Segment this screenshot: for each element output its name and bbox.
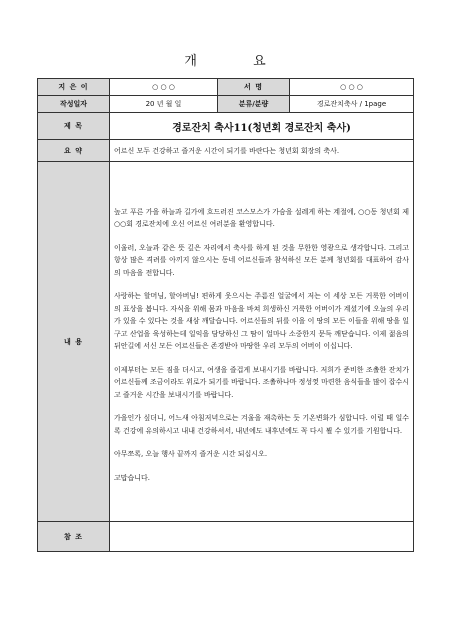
content-label: 내 용 [38, 162, 110, 522]
category-label: 분류/분량 [218, 96, 290, 113]
signature-label: 서 명 [218, 79, 290, 96]
subject-value: 경로잔치 축사11(청년회 경로잔치 축사) [110, 113, 414, 140]
content-paragraph: 고맙습니다. [114, 473, 151, 482]
signature-value: ○ ○ ○ [290, 79, 414, 96]
author-value: ○ ○ ○ [110, 79, 218, 96]
reference-value [110, 522, 414, 552]
category-value: 경로잔치축사 / 1page [290, 96, 414, 113]
document-title: 개 요 [184, 54, 292, 69]
author-label: 지 은 이 [38, 79, 110, 96]
content-paragraph: 이제부터는 모든 짐을 더시고, 여생을 즐겁게 보내시기를 바랍니다. 저희가 준비한 조촐한 잔치가 어르신들께 조금이라도 위로가 되기를 바랍니다. 조촐하나마 정성껏 마련한 음식들을 많이 잡수시고 즐거운 시간을 보내시기를 바랍니다. [114, 365, 409, 399]
reference-label: 참 조 [38, 522, 110, 552]
overview-table [37, 78, 414, 552]
summary-label: 요 약 [38, 140, 110, 162]
content-paragraph: 이울러, 오늘과 같은 뜻 깊은 자리에서 축사를 하게 된 것을 무한한 영광으로 생각합니다. 그리고 항상 많은 격려를 아끼지 않으시는 동네 어르신들과 참석하신 모든 분께 청년회를 대표하여 감사의 마음을 전합니다. [114, 243, 409, 277]
subject-label: 제 목 [38, 113, 110, 140]
summary-value: 어르신 모두 건강하고 즐거운 시간이 되기를 바란다는 청년회 회장의 축사. [110, 140, 414, 162]
content-paragraph: 아무쪼록, 오늘 행사 끝까지 즐거운 시간 되십시오. [114, 450, 268, 459]
date-label: 작성일자 [38, 96, 110, 113]
content-paragraph: 사랑하는 할머님, 할아버님! 편하게 웃으시는 주름진 얼굴에서 저는 이 세상 모든 거룩한 어버이의 표상을 봅니다. 자식을 위해 몸과 마음을 바쳐 희생하신 거룩한 어버이가 계셨기에 오늘의 우리가 있을 수 있다는 것을 새삼 깨달습니다. 어르신들의 뒤를 이을 이 땅의 모든 이들을 위해 땅을 일구고 산업을 육성하는데 일익을 담당하신 그 땀이 얼마나 소중한지 문득 깨닫습니다. 이제 젊음의 뒤안길에 서신 모든 어르신들은 존경받아 마땅한 우리 모두의 어버이 이십니다. [114, 292, 409, 351]
content-body [110, 162, 414, 522]
content-paragraph: 가을인가 싶더니, 어느새 아침저녁으로는 겨울을 재촉하는 듯 기온변화가 심합니다. 이럴 때 일수록 건강에 유의하시고 내내 건강하셔서, 내년에도 내후년에도 꼭 다시 뵐 수 있기를 기원합니다. [114, 414, 409, 435]
date-value: 20 년 월 일 [110, 96, 218, 113]
content-paragraph: 높고 푸른 가을 하늘과 길가에 흐드러진 코스모스가 가슴을 설레게 하는 계절에, ○○동 청년회 제○○회 경로잔치에 오신 어르신 여러분을 환영합니다. [114, 207, 409, 229]
